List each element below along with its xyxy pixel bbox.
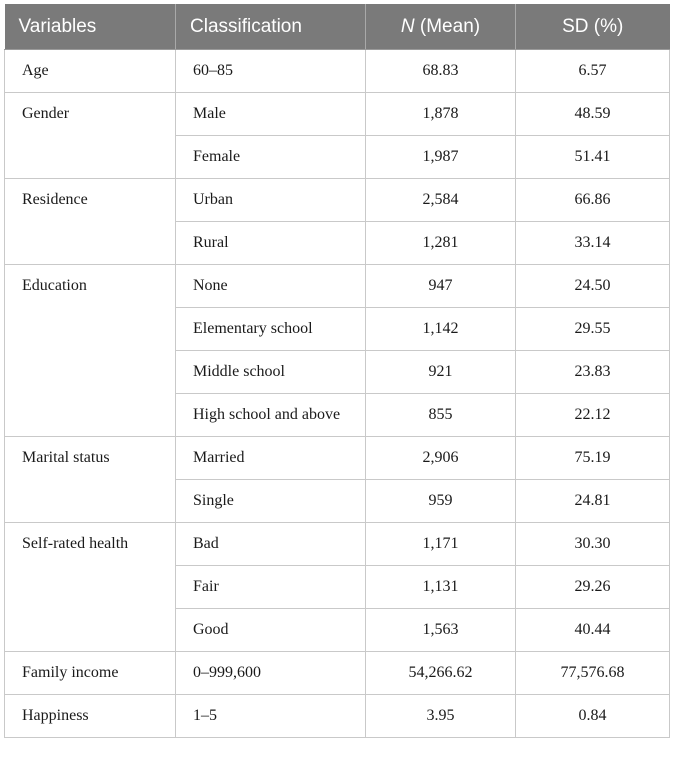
sd-percent-cell: 48.59 xyxy=(516,93,670,136)
table-row xyxy=(5,695,670,738)
sd-percent-cell: 29.55 xyxy=(516,308,670,351)
sd-percent-cell: 30.30 xyxy=(516,523,670,566)
header-n-mean xyxy=(366,4,516,50)
header-mean-label: (Mean) xyxy=(414,15,481,37)
sd-percent-cell: 0.84 xyxy=(516,695,670,738)
sd-percent-cell: 40.44 xyxy=(516,609,670,652)
classification-cell: Rural xyxy=(176,222,366,265)
classification-cell: 0–999,600 xyxy=(176,652,366,695)
n-mean-cell: 1,878 xyxy=(366,93,516,136)
classification-cell: None xyxy=(176,265,366,308)
table-row xyxy=(5,265,670,308)
classification-cell: 60–85 xyxy=(176,50,366,93)
sd-percent-cell: 77,576.68 xyxy=(516,652,670,695)
n-mean-cell: 921 xyxy=(366,351,516,394)
descriptive-statistics-table-wrapper xyxy=(4,4,669,738)
sd-percent-cell: 22.12 xyxy=(516,394,670,437)
n-mean-cell: 1,563 xyxy=(366,609,516,652)
header-sd: SD (%) xyxy=(516,4,670,50)
classification-cell: Urban xyxy=(176,179,366,222)
classification-cell: Married xyxy=(176,437,366,480)
sd-percent-cell: 33.14 xyxy=(516,222,670,265)
table-row xyxy=(5,93,670,136)
table-row xyxy=(5,50,670,93)
classification-cell: High school and above xyxy=(176,394,366,437)
n-mean-cell: 2,584 xyxy=(366,179,516,222)
variable-cell: Gender xyxy=(5,93,176,179)
table-row xyxy=(5,179,670,222)
n-mean-cell: 2,906 xyxy=(366,437,516,480)
table-header xyxy=(5,4,670,50)
n-mean-cell: 68.83 xyxy=(366,50,516,93)
sd-percent-cell: 75.19 xyxy=(516,437,670,480)
n-mean-cell: 1,171 xyxy=(366,523,516,566)
classification-cell: Male xyxy=(176,93,366,136)
classification-cell: Bad xyxy=(176,523,366,566)
n-mean-cell: 1,142 xyxy=(366,308,516,351)
n-mean-cell: 855 xyxy=(366,394,516,437)
n-mean-cell: 1,281 xyxy=(366,222,516,265)
variable-cell: Happiness xyxy=(5,695,176,738)
classification-cell: Middle school xyxy=(176,351,366,394)
classification-cell: Good xyxy=(176,609,366,652)
n-mean-cell: 947 xyxy=(366,265,516,308)
n-mean-cell: 1,987 xyxy=(366,136,516,179)
sd-percent-cell: 51.41 xyxy=(516,136,670,179)
header-n-symbol: N xyxy=(400,15,415,37)
variable-cell: Residence xyxy=(5,179,176,265)
sd-percent-cell: 29.26 xyxy=(516,566,670,609)
table-row xyxy=(5,523,670,566)
table-row xyxy=(5,437,670,480)
classification-cell: 1–5 xyxy=(176,695,366,738)
n-mean-cell: 3.95 xyxy=(366,695,516,738)
sd-percent-cell: 6.57 xyxy=(516,50,670,93)
variable-cell: Self-rated health xyxy=(5,523,176,652)
header-classification: Classification xyxy=(176,4,366,50)
header-variables: Variables xyxy=(5,4,176,50)
n-mean-cell: 1,131 xyxy=(366,566,516,609)
table-row xyxy=(5,652,670,695)
variable-cell: Family income xyxy=(5,652,176,695)
classification-cell: Female xyxy=(176,136,366,179)
classification-cell: Elementary school xyxy=(176,308,366,351)
variable-cell: Marital status xyxy=(5,437,176,523)
header-row xyxy=(5,4,670,50)
sd-percent-cell: 24.81 xyxy=(516,480,670,523)
variable-cell: Education xyxy=(5,265,176,437)
classification-cell: Single xyxy=(176,480,366,523)
descriptive-statistics-table xyxy=(4,4,670,738)
sd-percent-cell: 23.83 xyxy=(516,351,670,394)
variable-cell: Age xyxy=(5,50,176,93)
table-body xyxy=(5,50,670,738)
n-mean-cell: 959 xyxy=(366,480,516,523)
sd-percent-cell: 66.86 xyxy=(516,179,670,222)
classification-cell: Fair xyxy=(176,566,366,609)
sd-percent-cell: 24.50 xyxy=(516,265,670,308)
n-mean-cell: 54,266.62 xyxy=(366,652,516,695)
